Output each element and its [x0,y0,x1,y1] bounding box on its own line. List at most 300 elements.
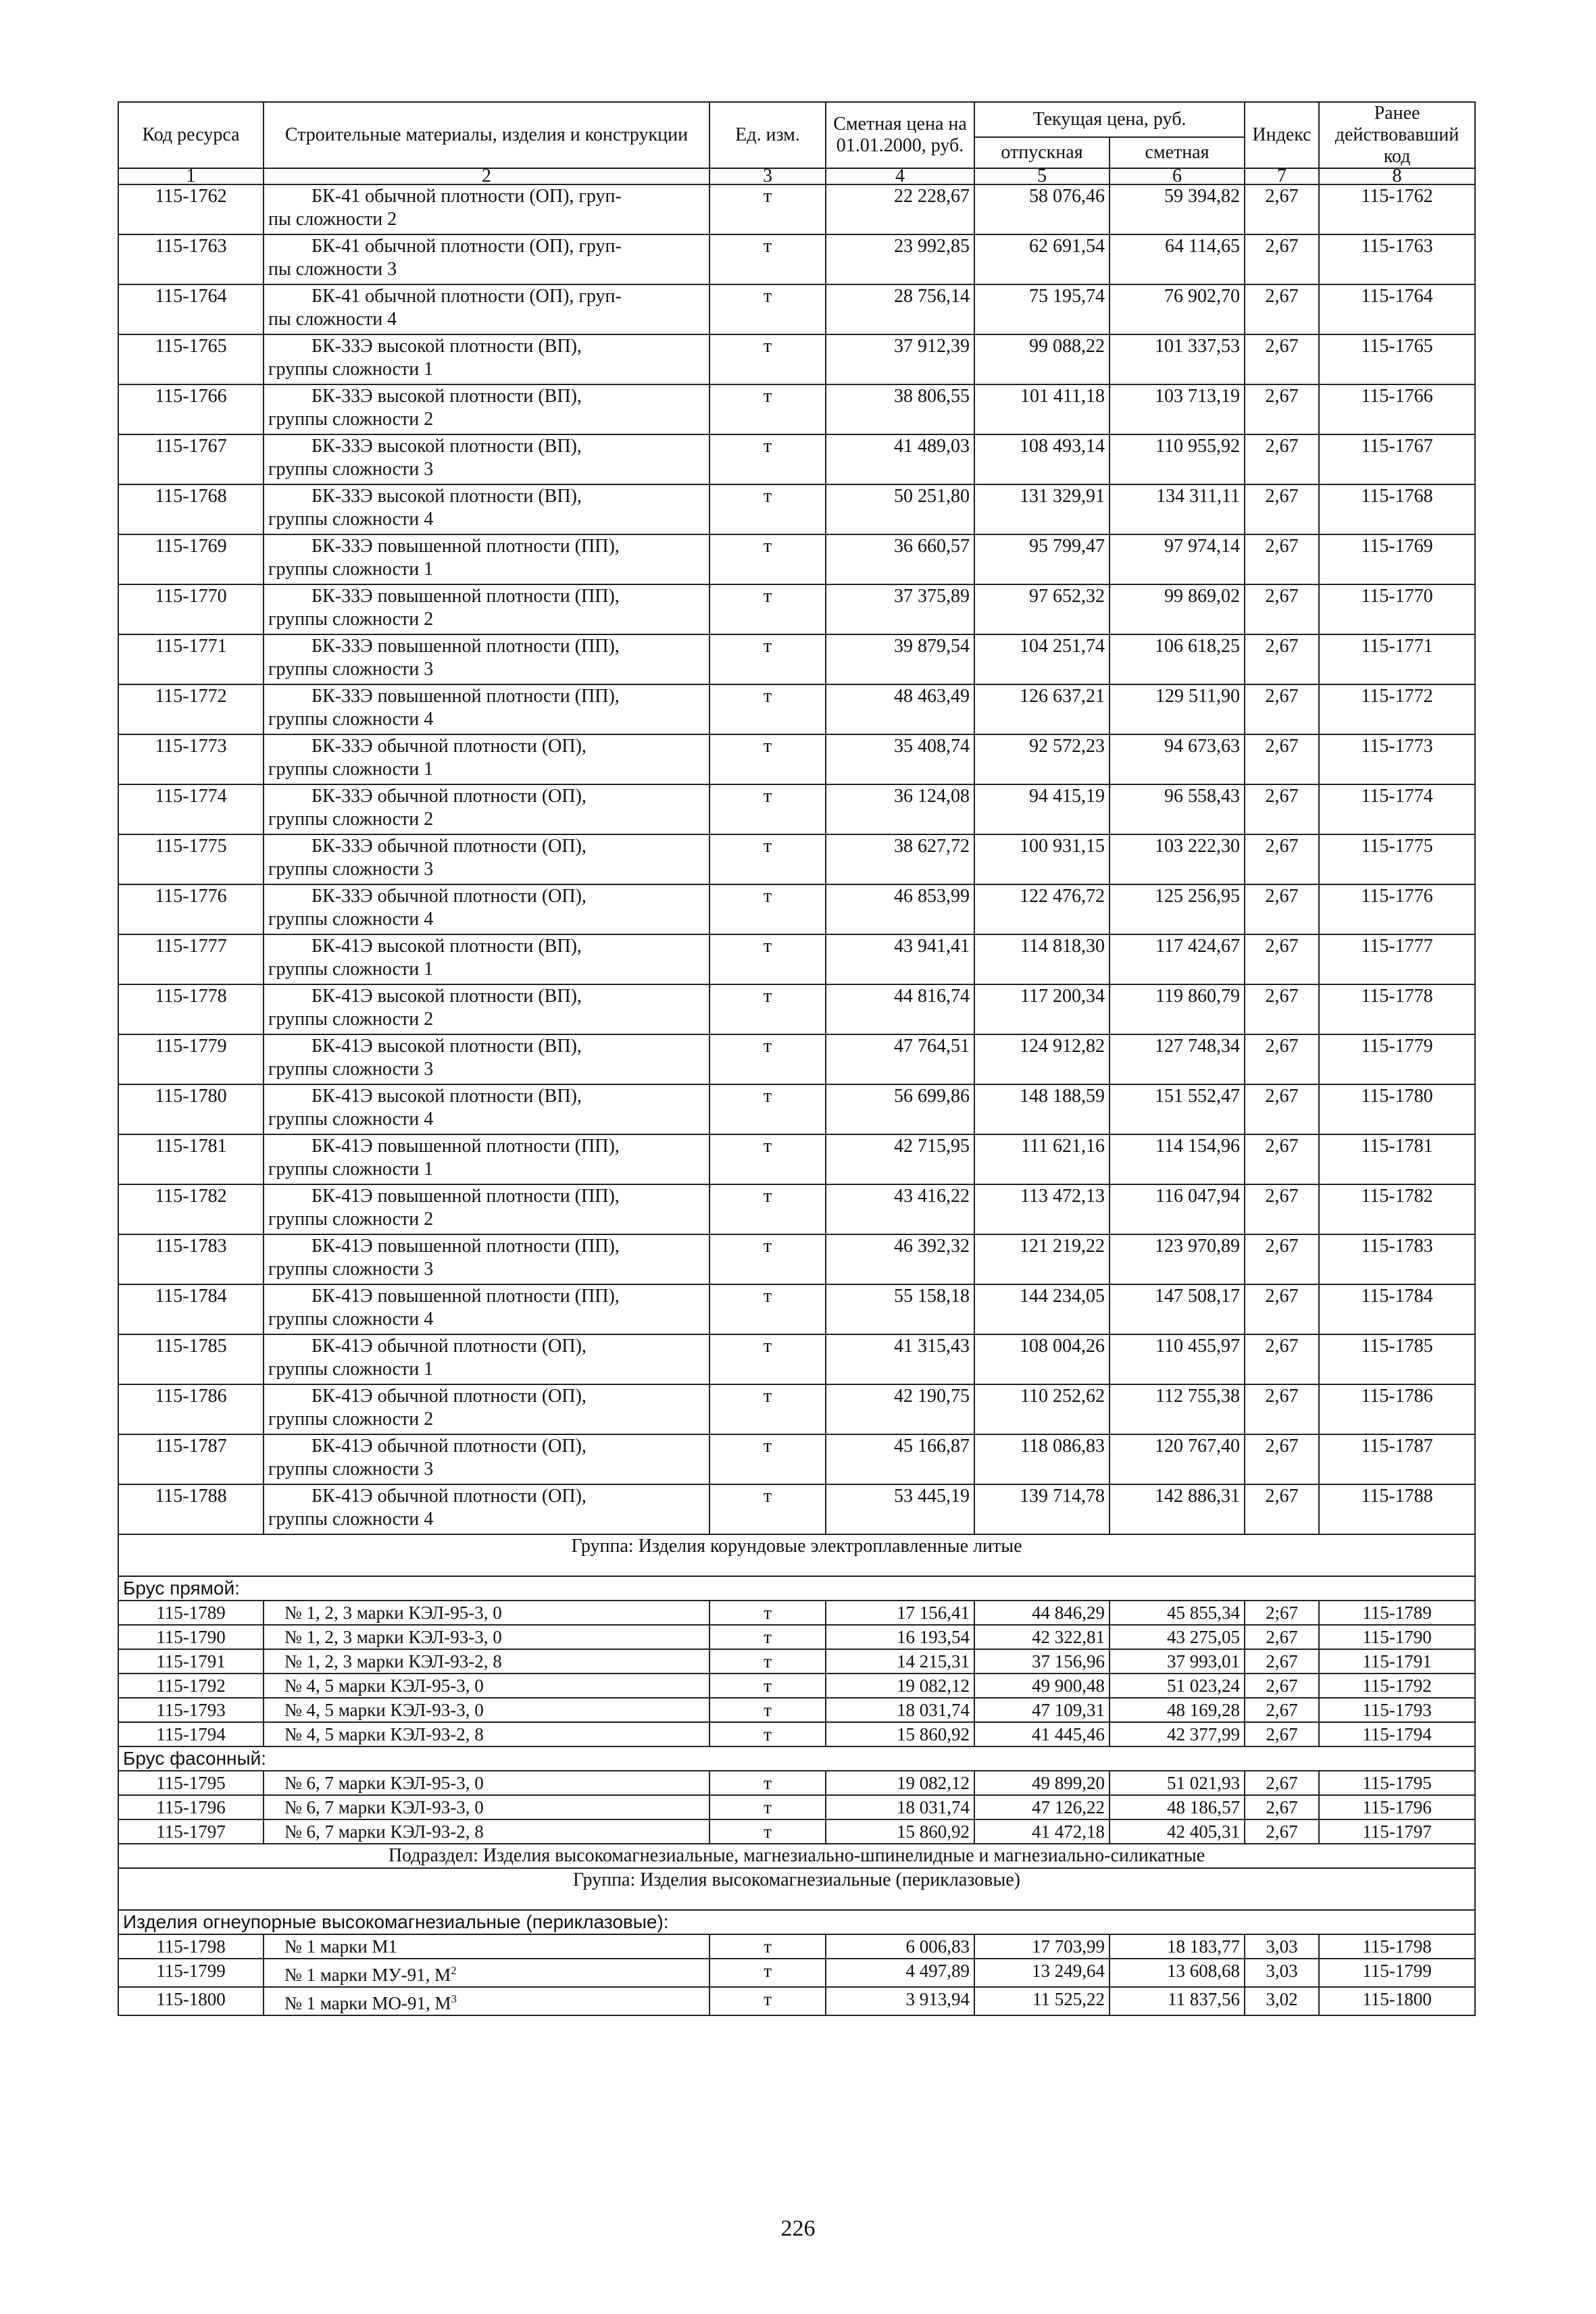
unit-cell: т [709,434,826,484]
old-code-cell: 115-1784 [1319,1284,1475,1334]
resource-code-cell: 115-1787 [118,1434,264,1484]
unit-cell: т [709,1134,826,1184]
estimate-price-cell: 129 511,90 [1109,684,1245,734]
index-cell: 2,67 [1245,484,1319,534]
material-name-line2: группы сложности 4 [268,509,434,530]
old-code-cell: 115-1766 [1319,384,1475,434]
group-heading: Группа: Изделия высокомагнезиальные (периклазовые) [118,1868,1475,1910]
material-name-line1: БК-41Э обычной плотности (ОП), [311,1486,587,1507]
index-cell: 2,67 [1245,1698,1319,1722]
index-cell: 3,02 [1245,1987,1319,2015]
resource-code-cell: 115-1793 [118,1698,264,1722]
base-price-cell: 18 031,74 [826,1795,974,1819]
old-code-cell: 115-1797 [1319,1819,1475,1844]
material-name-cell [264,1334,709,1384]
material-name-line1: БК-33Э обычной плотности (ОП), [311,836,587,857]
resource-code-cell: 115-1768 [118,484,264,534]
estimate-price-cell: 125 256,95 [1109,884,1245,934]
release-price-cell: 37 156,96 [974,1649,1109,1674]
material-name-line1: БК-33Э повышенной плотности (ПП), [311,586,620,607]
table-row [118,984,1475,1034]
material-name-line1: БК-41Э повышенной плотности (ПП), [311,1236,620,1257]
old-code-cell: 115-1792 [1319,1674,1475,1698]
material-name-line1: БК-41Э высокой плотности (ВП), [311,936,582,957]
unit-cell: т [709,1795,826,1819]
superscript: 3 [451,1992,457,2005]
unit-cell: т [709,884,826,934]
material-name-line2: пы сложности 2 [268,209,397,230]
table-row [118,1334,1475,1384]
price-table-page [118,101,1474,2016]
material-name: № 4, 5 марки КЭЛ-95-3, 0 [284,1676,484,1696]
estimate-price-cell: 48 169,28 [1109,1698,1245,1722]
estimate-price-cell: 101 337,53 [1109,334,1245,384]
material-name-cell [264,484,709,534]
index-cell: 2,67 [1245,1625,1319,1649]
material-name-cell [264,1084,709,1134]
release-price-cell: 17 703,99 [974,1934,1109,1959]
resource-code-cell: 115-1790 [118,1625,264,1649]
index-cell: 2,67 [1245,1134,1319,1184]
old-code-cell: 115-1800 [1319,1987,1475,2015]
release-price-cell: 126 637,21 [974,684,1109,734]
resource-code-cell: 115-1781 [118,1134,264,1184]
old-code-cell: 115-1770 [1319,584,1475,634]
unit-cell: т [709,484,826,534]
resource-code-cell: 115-1789 [118,1601,264,1625]
release-price-cell: 121 219,22 [974,1234,1109,1284]
table-row [118,534,1475,584]
header-old-code: Ранее действовавший код [1319,102,1475,168]
header-current-price: Текущая цена, руб. [974,102,1245,137]
release-price-cell: 118 086,83 [974,1434,1109,1484]
base-price-cell: 48 463,49 [826,684,974,734]
old-code-cell: 115-1763 [1319,234,1475,284]
material-name-line2: группы сложности 4 [268,709,434,730]
estimate-price-cell: 51 023,24 [1109,1674,1245,1698]
index-cell: 2,67 [1245,934,1319,984]
resource-code-cell: 115-1800 [118,1987,264,2015]
base-price-cell: 44 816,74 [826,984,974,1034]
subgroup-heading: Брус прямой: [118,1576,1475,1601]
index-cell: 2,67 [1245,384,1319,434]
base-price-cell: 46 392,32 [826,1234,974,1284]
unit-cell: т [709,1722,826,1746]
index-cell: 3,03 [1245,1959,1319,1987]
material-name-cell [264,584,709,634]
material-name-cell [264,1434,709,1484]
header-estimate-price: сметная [1109,137,1245,168]
index-cell: 2,67 [1245,1334,1319,1384]
material-name-cell [264,1649,709,1674]
material-name: № 6, 7 марки КЭЛ-93-3, 0 [284,1797,484,1817]
material-name-line1: БК-33Э повышенной плотности (ПП), [311,636,620,657]
estimate-price-cell: 142 886,31 [1109,1484,1245,1534]
material-name-line1: БК-33Э обычной плотности (ОП), [311,786,587,807]
table-row [118,1034,1475,1084]
material-name-line1: БК-33Э высокой плотности (ВП), [311,336,582,357]
base-price-cell: 15 860,92 [826,1819,974,1844]
old-code-cell: 115-1765 [1319,334,1475,384]
index-cell: 2,67 [1245,884,1319,934]
resource-code-cell: 115-1784 [118,1284,264,1334]
release-price-cell: 108 004,26 [974,1334,1109,1384]
unit-cell: т [709,1084,826,1134]
release-price-cell: 131 329,91 [974,484,1109,534]
material-name-line2: группы сложности 3 [268,1059,434,1080]
base-price-cell: 3 913,94 [826,1987,974,2015]
unit-cell: т [709,1674,826,1698]
material-name-line2: пы сложности 4 [268,309,397,330]
material-name-cell [264,1959,709,1987]
header-base-price: Сметная цена на 01.01.2000, руб. [826,102,974,168]
release-price-cell: 58 076,46 [974,184,1109,234]
base-price-cell: 16 193,54 [826,1625,974,1649]
index-cell: 2,67 [1245,1649,1319,1674]
base-price-cell: 36 124,08 [826,784,974,834]
base-price-cell: 23 992,85 [826,234,974,284]
col-num: 8 [1319,168,1475,184]
material-name-cell [264,1034,709,1084]
estimate-price-cell: 42 377,99 [1109,1722,1245,1746]
table-row [118,934,1475,984]
old-code-cell: 115-1775 [1319,834,1475,884]
estimate-price-cell: 96 558,43 [1109,784,1245,834]
table-row [118,734,1475,784]
table-body-d [118,1934,1475,2015]
old-code-cell: 115-1782 [1319,1184,1475,1234]
material-name-cell [264,1284,709,1334]
resource-code-cell: 115-1792 [118,1674,264,1698]
base-price-cell: 14 215,31 [826,1649,974,1674]
material-name-line1: БК-41 обычной плотности (ОП), груп- [311,186,622,207]
unit-cell: т [709,534,826,584]
release-price-cell: 113 472,13 [974,1184,1109,1234]
old-code-cell: 115-1788 [1319,1484,1475,1534]
old-code-cell: 115-1774 [1319,784,1475,834]
estimate-price-cell: 37 993,01 [1109,1649,1245,1674]
release-price-cell: 47 126,22 [974,1795,1109,1819]
material-name-line2: группы сложности 2 [268,809,434,830]
table-row [118,634,1475,684]
material-name-line2: группы сложности 4 [268,1109,434,1130]
resource-code-cell: 115-1799 [118,1959,264,1987]
material-name: № 4, 5 марки КЭЛ-93-2, 8 [284,1724,484,1744]
table-row [118,1795,1475,1819]
material-name-line2: группы сложности 3 [268,659,434,680]
material-name-line1: БК-41 обычной плотности (ОП), груп- [311,286,622,307]
material-name: № 6, 7 марки КЭЛ-93-2, 8 [284,1821,484,1842]
col-num: 5 [974,168,1109,184]
material-name-line2: группы сложности 2 [268,1409,434,1430]
material-name-line2: группы сложности 4 [268,909,434,930]
resource-code-cell: 115-1791 [118,1649,264,1674]
resource-code-cell: 115-1764 [118,284,264,334]
page-number: 226 [780,2216,816,2241]
table-row [118,684,1475,734]
material-name-cell [264,234,709,284]
resource-code-cell: 115-1796 [118,1795,264,1819]
index-cell: 2,67 [1245,284,1319,334]
material-name-cell [264,984,709,1034]
release-price-cell: 42 322,81 [974,1625,1109,1649]
base-price-cell: 55 158,18 [826,1284,974,1334]
material-name-cell [264,784,709,834]
material-name-cell [264,334,709,384]
release-price-cell: 75 195,74 [974,284,1109,334]
material-name-cell [264,1674,709,1698]
table-row [118,234,1475,284]
material-name-line1: БК-41Э повышенной плотности (ПП), [311,1286,620,1307]
unit-cell: т [709,384,826,434]
release-price-cell: 114 818,30 [974,934,1109,984]
resource-code-cell: 115-1782 [118,1184,264,1234]
material-name-line2: группы сложности 1 [268,1159,434,1180]
resource-code-cell: 115-1785 [118,1334,264,1384]
group-heading: Группа: Изделия корундовые электроплавленные литые [118,1534,1475,1576]
material-name-line1: БК-33Э повышенной плотности (ПП), [311,686,620,707]
index-cell: 2;67 [1245,1601,1319,1625]
index-cell: 2,67 [1245,1484,1319,1534]
material-name-line2: группы сложности 1 [268,1359,434,1380]
base-price-cell: 4 497,89 [826,1959,974,1987]
material-name-line2: группы сложности 4 [268,1509,434,1530]
material-name-cell [264,184,709,234]
material-name-cell [264,1722,709,1746]
old-code-cell: 115-1768 [1319,484,1475,534]
estimate-price-cell: 123 970,89 [1109,1234,1245,1284]
resource-code-cell: 115-1770 [118,584,264,634]
unit-cell: т [709,734,826,784]
release-price-cell: 94 415,19 [974,784,1109,834]
subgroup-heading: Брус фасонный: [118,1746,1475,1771]
unit-cell: т [709,1284,826,1334]
release-price-cell: 99 088,22 [974,334,1109,384]
material-name-line2: группы сложности 1 [268,959,434,980]
index-cell: 2,67 [1245,734,1319,784]
material-name-cell [264,1934,709,1959]
index-cell: 2,67 [1245,1084,1319,1134]
unit-cell: т [709,934,826,984]
old-code-cell: 115-1776 [1319,884,1475,934]
old-code-cell: 115-1790 [1319,1625,1475,1649]
old-code-cell: 115-1783 [1319,1234,1475,1284]
estimate-price-cell: 51 021,93 [1109,1771,1245,1795]
resource-code-cell: 115-1773 [118,734,264,784]
material-name-line1: БК-41Э обычной плотности (ОП), [311,1386,587,1407]
index-cell: 2,67 [1245,634,1319,684]
header-release-price: отпускная [974,137,1109,168]
index-cell: 2,67 [1245,434,1319,484]
col-num: 1 [118,168,264,184]
table-body-a [118,184,1475,1534]
resource-code-cell: 115-1786 [118,1384,264,1434]
material-name-cell [264,1771,709,1795]
material-name-line2: группы сложности 3 [268,1459,434,1480]
table-row [118,1934,1475,1959]
unit-cell: т [709,1184,826,1234]
unit-cell: т [709,1484,826,1534]
table-row [118,1819,1475,1844]
base-price-cell: 37 375,89 [826,584,974,634]
estimate-price-cell: 48 186,57 [1109,1795,1245,1819]
index-cell: 2,67 [1245,984,1319,1034]
base-price-cell: 43 416,22 [826,1184,974,1234]
table-body-b [118,1601,1475,1746]
estimate-price-cell: 120 767,40 [1109,1434,1245,1484]
unit-cell: т [709,1959,826,1987]
unit-cell: т [709,1034,826,1084]
base-price-cell: 19 082,12 [826,1674,974,1698]
col-num: 3 [709,168,826,184]
base-price-cell: 39 879,54 [826,634,974,684]
table-row [118,1722,1475,1746]
index-cell: 2,67 [1245,234,1319,284]
estimate-price-cell: 11 837,56 [1109,1987,1245,2015]
subsection-heading: Подраздел: Изделия высокомагнезиальные, магнезиально-шпинелидные и магнезиально-силикатные [118,1844,1475,1868]
table-row [118,1284,1475,1334]
material-name: № 4, 5 марки КЭЛ-93-3, 0 [284,1700,484,1720]
old-code-cell: 115-1778 [1319,984,1475,1034]
base-price-cell: 41 315,43 [826,1334,974,1384]
material-name-line2: группы сложности 4 [268,1309,434,1330]
material-name-line1: БК-41Э высокой плотности (ВП), [311,1086,582,1107]
table-row [118,484,1475,534]
old-code-cell: 115-1771 [1319,634,1475,684]
table-row [118,1434,1475,1484]
old-code-cell: 115-1786 [1319,1384,1475,1434]
resource-code-cell: 115-1797 [118,1819,264,1844]
material-name-line2: группы сложности 2 [268,409,434,430]
estimate-price-cell: 103 713,19 [1109,384,1245,434]
table-row [118,334,1475,384]
index-cell: 2,67 [1245,784,1319,834]
old-code-cell: 115-1799 [1319,1959,1475,1987]
material-name-line1: БК-33Э повышенной плотности (ПП), [311,536,620,557]
base-price-cell: 35 408,74 [826,734,974,784]
resource-code-cell: 115-1762 [118,184,264,234]
old-code-cell: 115-1769 [1319,534,1475,584]
base-price-cell: 45 166,87 [826,1434,974,1484]
old-code-cell: 115-1787 [1319,1434,1475,1484]
release-price-cell: 117 200,34 [974,984,1109,1034]
estimate-price-cell: 114 154,96 [1109,1134,1245,1184]
estimate-price-cell: 127 748,34 [1109,1034,1245,1084]
estimate-price-cell: 134 311,11 [1109,484,1245,534]
base-price-cell: 38 806,55 [826,384,974,434]
index-cell: 2,67 [1245,1284,1319,1334]
table-row [118,1698,1475,1722]
base-price-cell: 50 251,80 [826,484,974,534]
estimate-price-cell: 94 673,63 [1109,734,1245,784]
material-name-cell [264,684,709,734]
base-price-cell: 43 941,41 [826,934,974,984]
old-code-cell: 115-1777 [1319,934,1475,984]
unit-cell: т [709,584,826,634]
index-cell: 2,67 [1245,1819,1319,1844]
unit-cell: т [709,834,826,884]
resource-code-cell: 115-1788 [118,1484,264,1534]
col-num: 7 [1245,168,1319,184]
material-name-line2: пы сложности 3 [268,259,397,280]
old-code-cell: 115-1779 [1319,1034,1475,1084]
base-price-cell: 15 860,92 [826,1722,974,1746]
release-price-cell: 108 493,14 [974,434,1109,484]
base-price-cell: 56 699,86 [826,1084,974,1134]
resource-code-cell: 115-1776 [118,884,264,934]
header-index: Индекс [1245,102,1319,168]
base-price-cell: 22 228,67 [826,184,974,234]
material-name-line1: БК-33Э высокой плотности (ВП), [311,386,582,407]
release-price-cell: 11 525,22 [974,1987,1109,2015]
material-name-line1: БК-41Э высокой плотности (ВП), [311,986,582,1007]
old-code-cell: 115-1798 [1319,1934,1475,1959]
table-row [118,584,1475,634]
material-name-cell [264,434,709,484]
estimate-price-cell: 45 855,34 [1109,1601,1245,1625]
release-price-cell: 144 234,05 [974,1284,1109,1334]
estimate-price-cell: 116 047,94 [1109,1184,1245,1234]
unit-cell: т [709,1771,826,1795]
unit-cell: т [709,1698,826,1722]
header-materials: Строительные материалы, изделия и конструкции [264,102,709,168]
estimate-price-cell: 110 955,92 [1109,434,1245,484]
old-code-cell: 115-1795 [1319,1771,1475,1795]
material-name-cell [264,534,709,584]
release-price-cell: 104 251,74 [974,634,1109,684]
estimate-price-cell: 43 275,05 [1109,1625,1245,1649]
table-row [118,1184,1475,1234]
material-name: № 1 марки М1 [284,1936,397,1957]
old-code-cell: 115-1772 [1319,684,1475,734]
unit-cell: т [709,1234,826,1284]
release-price-cell: 41 445,46 [974,1722,1109,1746]
release-price-cell: 148 188,59 [974,1084,1109,1134]
material-name-cell [264,1698,709,1722]
base-price-cell: 42 190,75 [826,1384,974,1434]
material-name-line1: БК-41Э повышенной плотности (ПП), [311,1136,620,1157]
material-name-cell [264,1601,709,1625]
estimate-price-cell: 99 869,02 [1109,584,1245,634]
estimate-price-cell: 103 222,30 [1109,834,1245,884]
old-code-cell: 115-1773 [1319,734,1475,784]
estimate-price-cell: 13 608,68 [1109,1959,1245,1987]
release-price-cell: 47 109,31 [974,1698,1109,1722]
old-code-cell: 115-1767 [1319,434,1475,484]
table-row [118,1674,1475,1698]
material-name-line2: группы сложности 1 [268,759,434,780]
estimate-price-cell: 117 424,67 [1109,934,1245,984]
base-price-cell: 17 156,41 [826,1601,974,1625]
base-price-cell: 47 764,51 [826,1034,974,1084]
index-cell: 2,67 [1245,1434,1319,1484]
index-cell: 2,67 [1245,1184,1319,1234]
unit-cell: т [709,1625,826,1649]
table-row [118,1987,1475,2015]
resource-code-cell: 115-1774 [118,784,264,834]
material-name-cell [264,384,709,434]
estimate-price-cell: 64 114,65 [1109,234,1245,284]
old-code-cell: 115-1791 [1319,1649,1475,1674]
table-row [118,1484,1475,1534]
unit-cell: т [709,634,826,684]
unit-cell: т [709,184,826,234]
release-price-cell: 95 799,47 [974,534,1109,584]
superscript: 2 [451,1964,457,1977]
material-name-cell [264,634,709,684]
base-price-cell: 46 853,99 [826,884,974,934]
material-name-cell [264,884,709,934]
